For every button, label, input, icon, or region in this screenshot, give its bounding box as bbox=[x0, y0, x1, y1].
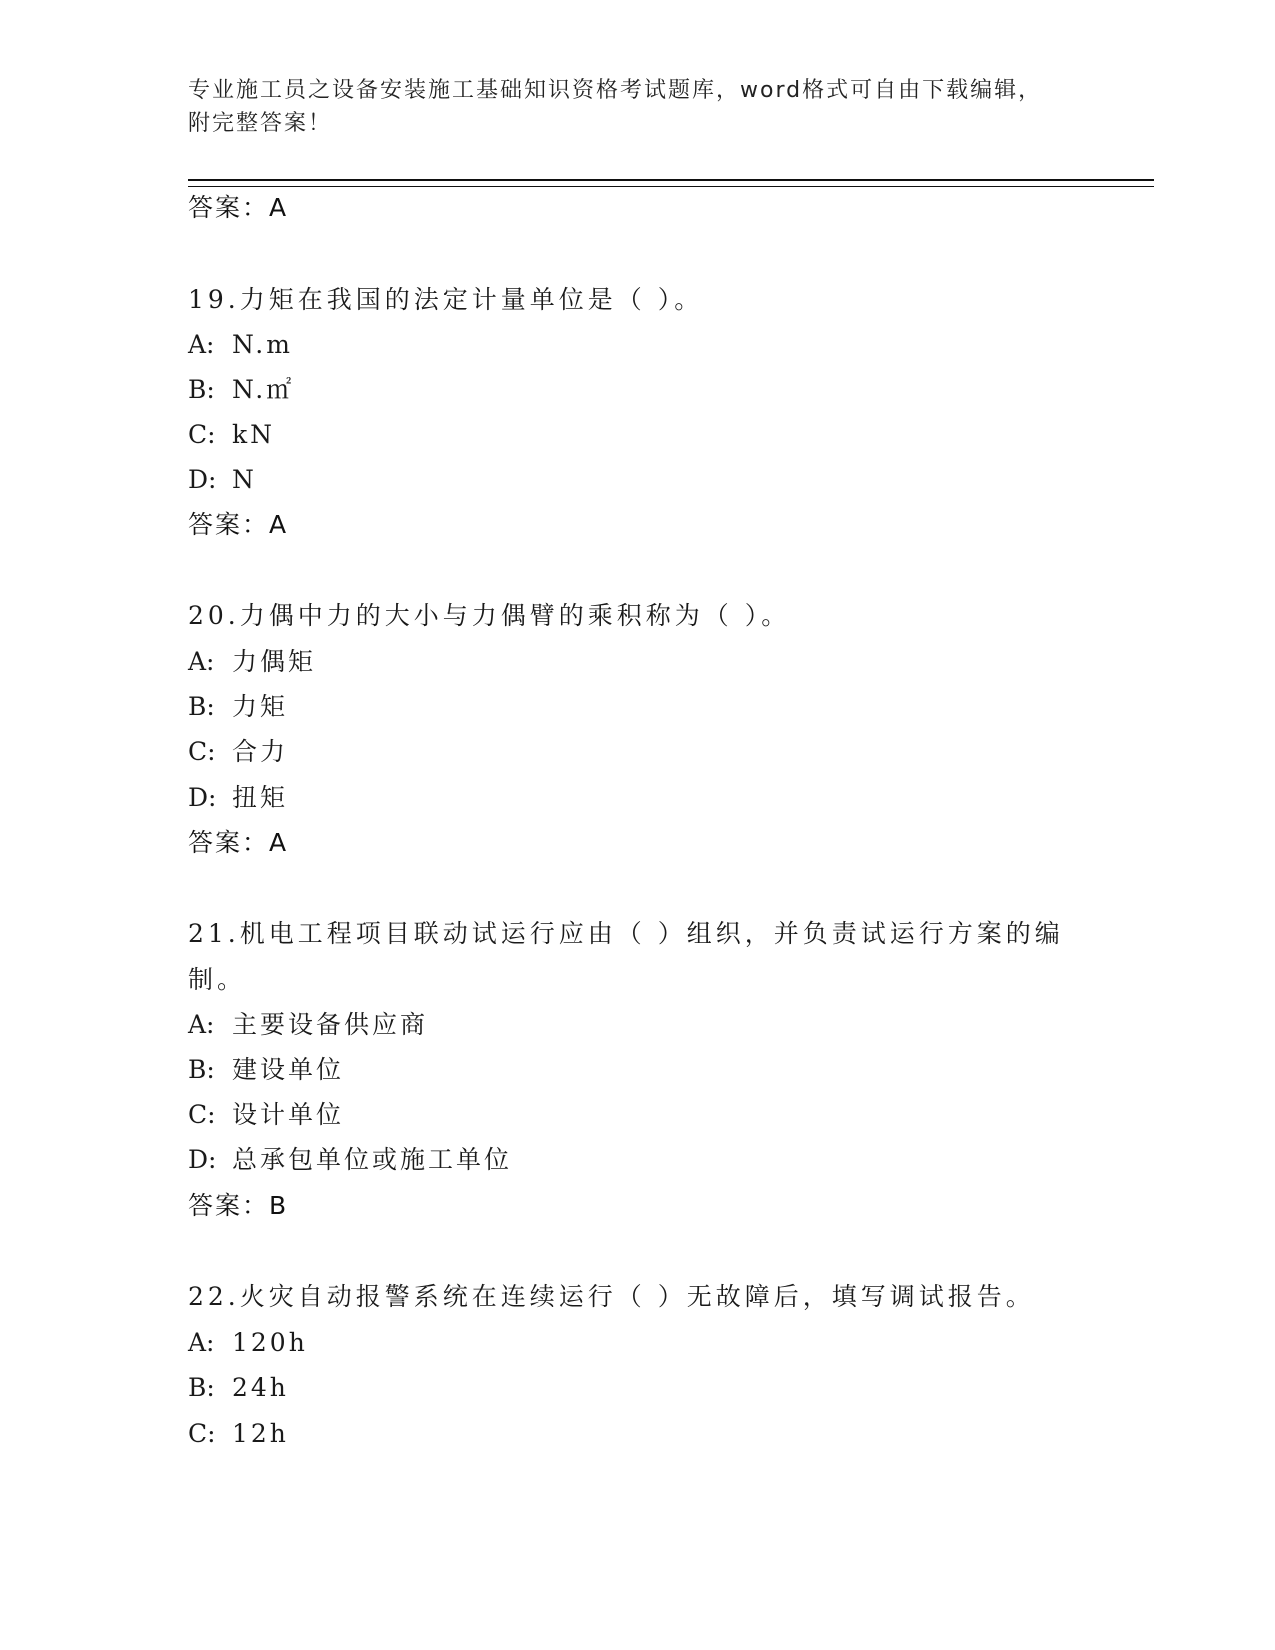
option-label: A: bbox=[188, 1010, 215, 1039]
option-label: C: bbox=[188, 420, 216, 449]
option-text: 主要设备供应商 bbox=[232, 1010, 429, 1039]
q21-answer: 答案：B bbox=[188, 1191, 289, 1220]
option-text: 力矩 bbox=[232, 692, 289, 721]
q21-option-d bbox=[188, 1143, 512, 1177]
option-label: C: bbox=[188, 1419, 216, 1448]
option-label: D: bbox=[188, 1145, 217, 1174]
q22-option-b bbox=[188, 1371, 289, 1405]
question-20-text: 20.力偶中力的大小与力偶臂的乘积称为（ ）。 bbox=[188, 601, 791, 630]
q20-option-c bbox=[188, 735, 288, 769]
option-label: B: bbox=[188, 1055, 215, 1084]
question-21-text-line-2: 制。 bbox=[188, 965, 247, 994]
q19-option-a bbox=[188, 328, 293, 362]
header-line-2: 附完整答案！ bbox=[188, 111, 333, 136]
q19-option-b bbox=[188, 373, 294, 407]
option-label: B: bbox=[188, 375, 215, 404]
q20-answer: 答案：A bbox=[188, 828, 289, 857]
option-text: 扭矩 bbox=[232, 783, 289, 812]
question-19-text: 19.力矩在我国的法定计量单位是（ ）。 bbox=[188, 285, 704, 314]
q21-option-a bbox=[188, 1008, 428, 1042]
option-label: B: bbox=[188, 1373, 215, 1402]
option-label: C: bbox=[188, 737, 216, 766]
option-text: 建设单位 bbox=[232, 1055, 345, 1084]
option-label: A: bbox=[188, 647, 215, 676]
header-line-1: 专业施工员之设备安装施工基础知识资格考试题库，word格式可自由下载编辑， bbox=[188, 78, 1043, 103]
option-text: 24h bbox=[232, 1373, 289, 1402]
option-text: 12h bbox=[232, 1419, 289, 1448]
document-header bbox=[188, 74, 1088, 140]
option-text: 合力 bbox=[232, 737, 289, 766]
option-label: A: bbox=[188, 330, 215, 359]
q21-option-c bbox=[188, 1098, 344, 1132]
option-text: N.㎡ bbox=[232, 375, 295, 404]
q19-option-d bbox=[188, 463, 257, 497]
option-text: kN bbox=[232, 420, 276, 449]
option-label: D: bbox=[188, 465, 217, 494]
q22-option-c bbox=[188, 1417, 289, 1451]
option-text: N bbox=[232, 465, 257, 494]
q22-option-a bbox=[188, 1326, 308, 1360]
option-text: 120h bbox=[232, 1328, 308, 1357]
option-label: B: bbox=[188, 692, 215, 721]
option-text: 设计单位 bbox=[232, 1100, 345, 1129]
previous-answer: 答案：A bbox=[188, 193, 289, 222]
header-divider bbox=[188, 179, 1154, 187]
option-label: A: bbox=[188, 1328, 215, 1357]
option-label: D: bbox=[188, 783, 217, 812]
question-21-text-line-1: 21.机电工程项目联动试运行应由（ ）组织，并负责试运行方案的编 bbox=[188, 919, 1064, 948]
q21-option-b bbox=[188, 1053, 344, 1087]
option-label: C: bbox=[188, 1100, 216, 1129]
option-text: N.m bbox=[232, 330, 293, 359]
q20-option-d bbox=[188, 781, 288, 815]
option-text: 力偶矩 bbox=[232, 647, 317, 676]
q20-option-a bbox=[188, 645, 316, 679]
q20-option-b bbox=[188, 690, 288, 724]
question-22-text: 22.火灾自动报警系统在连续运行（ ）无故障后，填写调试报告。 bbox=[188, 1282, 1035, 1311]
q19-option-c bbox=[188, 418, 275, 452]
q19-answer: 答案：A bbox=[188, 510, 289, 539]
option-text: 总承包单位或施工单位 bbox=[232, 1145, 513, 1174]
